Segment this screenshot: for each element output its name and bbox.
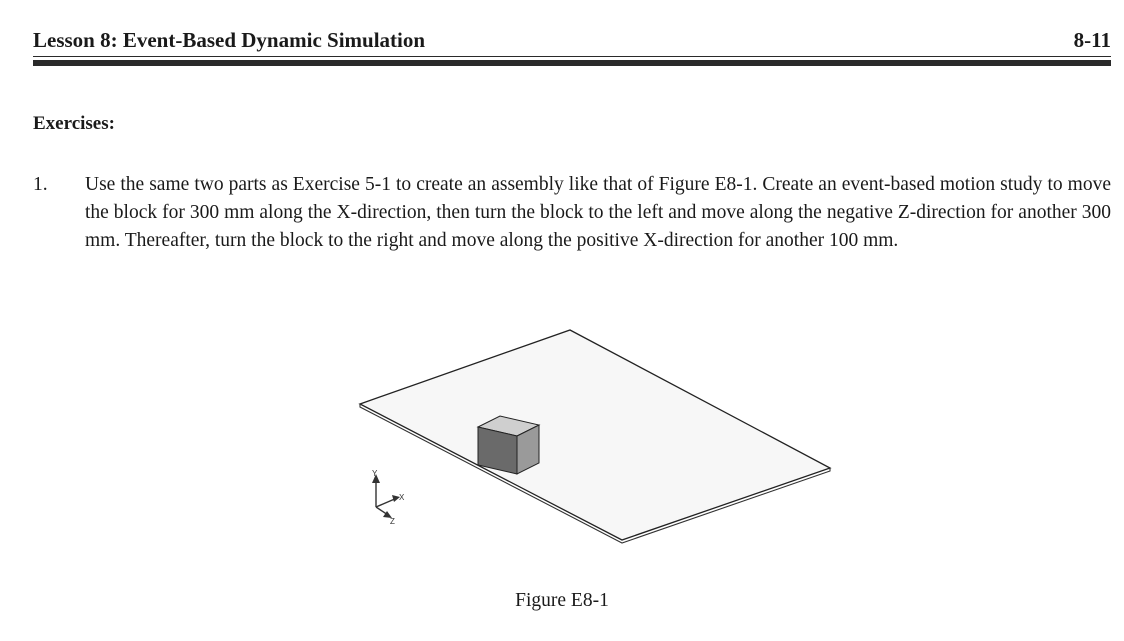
page-header [33,28,1111,53]
header-rule-thick [33,60,1111,66]
figure-caption: Figure E8-1 [515,590,609,611]
section-heading: Exercises: [33,113,115,134]
exercise-item [33,171,1111,255]
axis-label-z: Z [390,517,395,526]
plate-shape [360,330,830,540]
axis-label-y: Y [372,469,378,478]
header-rule-thin [33,56,1111,57]
page-number: 8-11 [1073,28,1111,52]
coordinate-triad-icon [372,474,400,518]
axis-label-x: X [399,493,405,502]
lesson-title: Lesson 8: Event-Based Dynamic Simulation [33,28,426,52]
figure-e8-1-illustration [356,328,836,548]
exercise-number: 1. [33,174,48,195]
exercise-text: Use the same two parts as Exercise 5-1 to create an assembly like that of Figure E8-1. Create an event-based motion study to move the block for 300 mm along the X-direction, then turn the block to the left and move along the negative Z-direction for another 300 mm. Thereafter, turn the block to the right and move along the positive X-direction for another 100 mm. [85,174,1111,251]
